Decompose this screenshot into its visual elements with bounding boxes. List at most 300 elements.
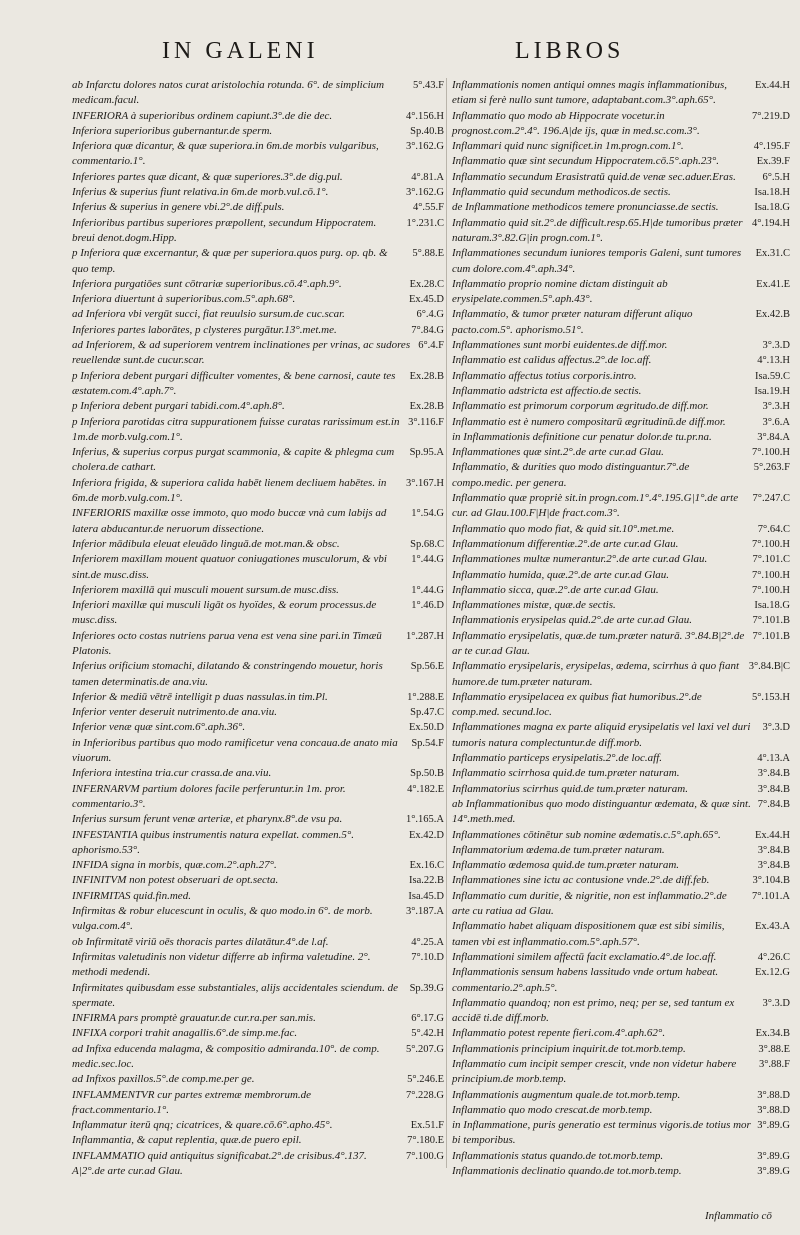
- entry-text: Inflammantia, & caput replentia, quæ.de puero epil.: [72, 1134, 302, 1147]
- index-entry: [72, 782, 444, 813]
- entry-text: Inflammationum differentiæ.2°.de arte cur.ad Glau.: [452, 537, 679, 550]
- index-entry: [452, 154, 790, 169]
- entry-reference: 3°.116.F: [408, 416, 444, 428]
- entry-text: p Inferiora parotidas citra suppurationem fuisse curatas rarissimum est.in 1m.de morb.vulg.com.1°.: [72, 415, 400, 443]
- index-entry: [72, 904, 444, 935]
- entry-reference: Isa.45.D: [408, 890, 444, 902]
- index-entry: [452, 613, 790, 628]
- index-entry: [452, 246, 790, 277]
- entry-reference: 7°.100.H: [751, 538, 790, 550]
- entry-text: Inflammatio est calidus affectus.2°.de loc.aff.: [452, 354, 652, 367]
- entry-reference: Isa.19.H: [754, 385, 790, 397]
- entry-reference: 3°.84.B: [757, 844, 790, 856]
- entry-text: Inflammationes sunt morbi euidentes.de diff.mor.: [452, 339, 668, 352]
- entry-text: Inflammationis nomen antiqui omnes magis inflammationibus, etiam si ferè nullo sunt tumore, adaptabant.com.3°.aph.65°.: [452, 79, 727, 107]
- entry-reference: 5°.246.E: [407, 1074, 444, 1086]
- entry-reference: 7°.100.H: [751, 447, 790, 459]
- index-entry: [452, 720, 790, 751]
- index-entry: [72, 506, 444, 537]
- entry-reference: 7°.219.D: [751, 110, 790, 122]
- entry-reference: 1°.165.A: [405, 814, 444, 826]
- entry-text: in Inflammationis definitione cur penatur dolor.de tu.pr.na.: [452, 430, 712, 443]
- index-entry: [72, 139, 444, 170]
- entry-text: INFERIORIS maxillæ osse immoto, quo modo buccæ vnà cum labijs ad latera abducantur.de neruorum dissectione.: [72, 507, 387, 535]
- index-entry: [72, 828, 444, 859]
- entry-reference: Ex.44.H: [755, 80, 790, 91]
- entry-reference: 3°.89.G: [757, 1150, 790, 1162]
- index-entry: [452, 889, 790, 920]
- index-entry: [452, 568, 790, 583]
- index-entry: [72, 858, 444, 873]
- entry-text: Inflammatio cum incipit semper crescit, vnde non videtur habere principium.de morb.temp.: [452, 1058, 737, 1086]
- header-left: IN GALENI: [162, 38, 319, 64]
- entry-reference: Sp.47.C: [410, 707, 444, 719]
- entry-reference: 7°.10.D: [411, 951, 444, 963]
- entry-text: Inflammationes sine ictu ac contusione vnde.2°.de diff.feb.: [452, 874, 710, 887]
- index-entry: [72, 1042, 444, 1073]
- entry-reference: 1°.287.H: [405, 630, 444, 642]
- entry-text: Inflammatio proprio nomine dictam distinguit ab erysipelate.commen.5°.aph.43°.: [452, 277, 668, 306]
- index-entry: [72, 736, 444, 767]
- entry-text: Inflammatio particeps erysipelatis.2°.de loc.aff.: [452, 752, 663, 765]
- entry-text: Inferius sursum ferunt venæ arteriæ, et pharynx.8°.de vsu pa.: [72, 813, 343, 826]
- index-entry: [452, 965, 790, 996]
- index-entry: [72, 323, 444, 338]
- entry-text: Inferior mādibula eleuat eleuādo linguā.de mot.man.& obsc.: [72, 537, 340, 550]
- index-entry: [72, 766, 444, 781]
- entry-reference: 3°.104.B: [752, 875, 790, 887]
- entry-reference: 3°.3.D: [762, 997, 790, 1009]
- entry-reference: Sp.39.G: [409, 982, 444, 994]
- index-entry: [452, 415, 790, 430]
- index-entry: [452, 828, 790, 843]
- entry-reference: 4°.194.H: [751, 217, 790, 229]
- entry-reference: 6°.5.H: [762, 171, 790, 183]
- entry-text: in Inferioribus partibus quo modo ramificetur vena concaua.de anato mia viuorum.: [72, 736, 398, 765]
- index-entry: [72, 629, 444, 660]
- index-entry: [452, 1149, 790, 1164]
- entry-text: Inferiora quæ dicantur, & quæ superiora.in 6m.de morbis vulgaribus, commentario.1°.: [72, 140, 379, 168]
- entry-text: Inferius orificium stomachi, dilatando & constringendo mouetur, horis tamen determinatis.de ana.viu.: [72, 660, 383, 688]
- entry-text: Inferiora superioribus gubernantur.de sperm.: [72, 124, 273, 137]
- entry-text: Inflammatio est primorum corporum ægritudo.de diff.mor.: [452, 400, 709, 413]
- entry-reference: 7°.64.C: [757, 523, 790, 535]
- entry-reference: 5°.43.F: [412, 80, 444, 91]
- entry-text: de Inflammatione methodicos temere pronunciasse.de sectis.: [452, 201, 719, 214]
- entry-reference: Isa.22.B: [409, 875, 444, 887]
- entry-reference: 7°.100.H: [751, 584, 790, 596]
- index-entry: [452, 185, 790, 200]
- index-entry: [452, 430, 790, 445]
- entry-text: Inferius & superius in genere vbi.2°.de diff.puls.: [72, 201, 285, 214]
- entry-text: Inflammationis declinatio quando.de tot.morb.temp.: [452, 1165, 682, 1178]
- index-entry: [72, 124, 444, 139]
- entry-reference: 3°.3.D: [762, 722, 790, 734]
- entry-reference: 5°.88.E: [412, 248, 444, 260]
- entry-reference: 3°.88.D: [757, 1089, 790, 1101]
- entry-text: Inferiores octo costas nutriens parua vena est vena sine pari.in Timæū Platonis.: [72, 629, 382, 657]
- index-entry: [452, 797, 790, 828]
- entry-text: Inferioribus partibus superiores præpollent, secundum Hippocratem. breui denot.dogm.Hipp.: [72, 216, 377, 244]
- index-entry: [72, 950, 444, 981]
- index-entry: [452, 78, 790, 109]
- entry-reference: 7°.84.B: [757, 798, 790, 810]
- index-entry: [72, 476, 444, 507]
- index-entry: [72, 277, 444, 292]
- entry-reference: 7°.247.C: [752, 493, 790, 505]
- entry-reference: Ex.51.F: [410, 1120, 444, 1132]
- index-entry: [72, 935, 444, 950]
- entry-text: Inflammatio scirrhosa quid.de tum.præter naturam.: [452, 767, 680, 780]
- entry-reference: 4°.13.A: [757, 753, 790, 765]
- entry-reference: 3°.3.D: [762, 340, 790, 352]
- entry-reference: 7°.84.G: [411, 324, 444, 336]
- entry-text: Infirmitas valetudinis non videtur differre ab infirma valetudine. 2°. methodi medendi.: [72, 950, 371, 979]
- entry-reference: 3°.84.B|C: [748, 661, 790, 673]
- entry-text: Inferior & mediū vētrē intelligit p duas nassulas.in tim.Pl.: [72, 690, 328, 703]
- entry-reference: Sp.50.B: [410, 768, 444, 780]
- entry-reference: 3°.89.G: [757, 1120, 790, 1132]
- index-entry: [452, 950, 790, 965]
- entry-text: in Inflammatione, puris generatio est terminus vigoris.de totius mor bi temporibus.: [452, 1119, 751, 1147]
- entry-reference: 7°.101.B: [752, 615, 790, 627]
- entry-text: Inferiora frigida, & superiora calida habēt lienem decliuem habētes. in 6m.de morb.vulg.com.1°.: [72, 476, 387, 505]
- index-entry: [452, 782, 790, 797]
- entry-text: INFINITVM non potest obseruari de opt.secta.: [72, 874, 279, 887]
- index-entry: [452, 353, 790, 368]
- entry-text: Inflammatio quid sit.2°.de difficult.resp.65.H|de tumoribus præter naturam.3°.82.G|in progn.com.1°.: [452, 216, 743, 244]
- index-entry: [452, 522, 790, 537]
- entry-reference: 3°.162.G: [405, 141, 444, 153]
- index-entry: [452, 307, 790, 338]
- entry-text: Inferiora purgatiōes sunt cōtrariæ superioribus.cō.4°.aph.9°.: [72, 277, 342, 290]
- entry-text: Inflammatio affectus totius corporis.intro.: [452, 369, 637, 382]
- entry-text: Inflammatorius scirrhus quid.de tum.præter naturam.: [452, 782, 689, 795]
- entry-text: Inferiora diuertunt à superioribus.com.5°.aph.68°.: [72, 293, 296, 306]
- column-divider: [446, 78, 447, 1168]
- index-entry: [72, 307, 444, 322]
- entry-text: Inferiorem maxillam mouent quatuor coniugationes musculorum, & vbi sint.de musc.diss.: [72, 553, 387, 581]
- entry-reference: Ex.41.E: [756, 278, 790, 290]
- index-entry: [452, 216, 790, 247]
- index-entry: [72, 200, 444, 215]
- entry-reference: 5°.263.F: [753, 462, 790, 474]
- entry-reference: Ex.12.G: [755, 967, 790, 979]
- index-entry: [452, 766, 790, 781]
- entry-reference: Ex.28.B: [409, 370, 444, 382]
- index-entry: [452, 690, 790, 721]
- entry-text: ad Inferiorem, & ad superiorem ventrem inclinationes per vrinas, ac sudores reuellendæ sunt.de cucur.scar.: [72, 339, 411, 367]
- entry-reference: 7°.100.G: [405, 1150, 444, 1162]
- entry-reference: 3°.187.A: [405, 906, 444, 918]
- entry-reference: Ex.31.C: [755, 248, 790, 260]
- entry-text: Inflammatio quo modo crescat.de morb.temp.: [452, 1103, 653, 1116]
- entry-text: Inflammationis erysipelas quid.2°.de arte cur.ad Glau.: [452, 614, 692, 627]
- entry-reference: Ex.42.B: [755, 309, 790, 321]
- entry-text: Inflammationes magna ex parte aliquid erysipelatis vel laxi vel duri tumoris natura complectuntur.de diff.morb.: [452, 721, 751, 749]
- entry-reference: Ex.50.D: [409, 722, 444, 734]
- entry-reference: 4°.195.F: [753, 141, 790, 153]
- index-entry: [452, 338, 790, 353]
- entry-reference: 4°.13.H: [757, 355, 790, 367]
- index-entry: [72, 1011, 444, 1026]
- entry-text: Inferius & superius fiunt relativa.in 6m.de morb.vul.cō.1°.: [72, 186, 329, 199]
- entry-reference: 3°.6.A: [762, 416, 790, 428]
- entry-text: Inflammatorium œdema.de tum.præter naturam.: [452, 843, 665, 856]
- entry-text: INFLAMMATIO quid antiquitus significabat.2°.de crisibus.4°.137. A|2°.de arte cur.ad Glau.: [72, 1149, 367, 1178]
- entry-text: Inflammationes quæ sint.2°.de arte cur.ad Glau.: [452, 446, 664, 459]
- entry-text: INFIRMITAS quid.fin.med.: [72, 889, 191, 902]
- entry-reference: Isa.18.G: [754, 600, 790, 612]
- entry-text: Inflammatio quæ propriè sit.in progn.com.1°.4°.195.G|1°.de arte cur. ad Glau.100.F|H|de fract.com.3°.: [452, 492, 739, 520]
- index-entry: [72, 246, 444, 277]
- entry-text: Inflammationi similem affectū facit exclamatio.4°.de loc.aff.: [452, 950, 717, 963]
- entry-reference: Ex.42.D: [409, 829, 444, 841]
- entry-reference: 3°.84.A: [757, 431, 790, 443]
- index-entry: [72, 812, 444, 827]
- entry-reference: Ex.28.B: [409, 401, 444, 413]
- index-entry: [452, 1164, 790, 1179]
- entry-reference: 7°.101.B: [752, 630, 790, 642]
- entry-text: Inflammatio erysipelatis, quæ.de tum.præter naturā. 3°.84.B|2°.de ar te cur.ad Glau.: [452, 629, 745, 657]
- entry-reference: 5°.207.G: [405, 1043, 444, 1055]
- entry-reference: Isa.18.G: [754, 202, 790, 214]
- entry-text: Inflammatio potest repente fieri.com.4°.aph.62°.: [452, 1027, 666, 1040]
- entry-text: Inflammationis principium inquirit.de tot.morb.temp.: [452, 1042, 686, 1055]
- entry-reference: Sp.40.B: [410, 125, 444, 137]
- entry-reference: 3°.88.D: [757, 1104, 790, 1116]
- index-entry: [72, 583, 444, 598]
- index-entry: [72, 415, 444, 446]
- entry-reference: 5°.153.H: [751, 691, 790, 703]
- entry-text: Inferior venæ quæ sint.com.6°.aph.36°.: [72, 721, 246, 734]
- entry-text: INFERNARVM partium dolores facile perferuntur.in 1m. pror. commentario.3°.: [72, 782, 346, 810]
- entry-text: Inflammationes multæ numerantur.2°.de arte cur.ad Glau.: [452, 553, 708, 566]
- entry-text: INFIDA signa in morbis, quæ.com.2°.aph.27°.: [72, 859, 277, 872]
- entry-text: Inferius, & superius corpus purgat scammonia, & capite & phlegma cum cholera.de cathart.: [72, 446, 395, 474]
- index-entry: [452, 399, 790, 414]
- entry-text: ad Infixa educenda malagma, & compositio admiranda.10°. de comp. medic.sec.loc.: [72, 1042, 380, 1070]
- entry-text: Inflammatio cum duritie, & nigritie, non est inflammatio.2°.de arte cu ratiua ad Glau.: [452, 889, 727, 918]
- entry-text: Inflammatio erysipelaris, erysipelas, œdema, scirrhus à quo fiant humore.de tum.præter naturam.: [452, 660, 740, 688]
- entry-reference: 1°.44.G: [411, 584, 444, 596]
- index-entry: [452, 1057, 790, 1088]
- entry-text: Inflammationis augmentum quale.de tot.morb.temp.: [452, 1088, 681, 1101]
- index-entry: [72, 705, 444, 720]
- entry-reference: 6°.4.G: [416, 309, 444, 321]
- index-entry: [452, 843, 790, 858]
- index-entry: [452, 598, 790, 613]
- entry-reference: 3°.88.F: [758, 1059, 790, 1070]
- index-entry: [72, 170, 444, 185]
- entry-text: Inflammatio sicca, quæ.2°.de arte cur.ad Glau.: [452, 583, 659, 596]
- entry-text: Inflammationis sensum habens lassitudo vnde ortum habeat. commentario.2°.aph.5°.: [452, 966, 719, 994]
- index-entry: [72, 1088, 444, 1119]
- entry-text: Inferiorem maxillā qui musculi mouent sursum.de musc.diss.: [72, 583, 339, 596]
- index-entry: [452, 537, 790, 552]
- index-entry: [72, 399, 444, 414]
- entry-reference: 1°.46.D: [411, 600, 444, 612]
- entry-text: Inferiores partes laborātes, p clysteres purgātur.13°.met.me.: [72, 323, 337, 336]
- left-column: [72, 78, 444, 1179]
- entry-reference: Ex.34.B: [755, 1028, 790, 1040]
- entry-reference: 4°.26.C: [757, 951, 790, 963]
- entry-reference: Sp.95.A: [409, 447, 444, 459]
- index-entry: [452, 1088, 790, 1103]
- entry-text: Inflammationis status quando.de tot.morb.temp.: [452, 1149, 664, 1162]
- entry-reference: 3°.84.B: [757, 860, 790, 872]
- entry-reference: 1°.288.E: [407, 691, 444, 703]
- entry-text: Inflammatio habet aliquam dispositionem quæ est sibi similis, tamen vbi est inflammatio.com.5°.aph.57°.: [452, 920, 725, 948]
- catchword: Inflammatio cō: [705, 1210, 772, 1222]
- entry-reference: 4°.81.A: [411, 171, 444, 183]
- entry-reference: 1°.231.C: [406, 217, 444, 229]
- entry-reference: Ex.45.D: [409, 294, 444, 306]
- entry-text: Inflammatio quo modo fiat, & quid sit.10°.met.me.: [452, 522, 675, 535]
- entry-reference: Sp.68.C: [410, 538, 444, 550]
- entry-reference: Ex.43.A: [755, 921, 790, 933]
- entry-reference: 7°.180.E: [407, 1135, 444, 1147]
- entry-reference: 4°.25.A: [411, 936, 444, 948]
- entry-reference: 4°.156.H: [405, 110, 444, 122]
- header-right: LIBROS: [515, 38, 625, 64]
- entry-text: Inflammatio erysipelacea ex quibus fiat humoribus.2°.de comp.med. secund.loc.: [452, 690, 702, 719]
- index-entry: [72, 552, 444, 583]
- index-entry: [72, 1026, 444, 1041]
- index-entry: [452, 1118, 790, 1149]
- entry-text: ab Infarctu dolores natos curat aristolochia rotunda. 6°. de simplicium medicam.facul.: [72, 79, 385, 107]
- index-entry: [72, 659, 444, 690]
- index-entry: [452, 873, 790, 888]
- index-entry: [452, 1103, 790, 1118]
- entry-text: Infirmitates quibusdam esse substantiales, alijs accidentales sciendum. de spermate.: [72, 981, 398, 1009]
- entry-reference: Ex.44.H: [755, 829, 790, 841]
- index-entry: [452, 1026, 790, 1041]
- entry-reference: 4°.55.F: [412, 202, 444, 214]
- index-entry: [72, 338, 444, 369]
- entry-text: ad Infixos paxillos.5°.de comp.me.per ge.: [72, 1073, 255, 1086]
- index-entry: [72, 873, 444, 888]
- entry-reference: 7°.100.H: [751, 569, 790, 581]
- index-entry: [452, 919, 790, 950]
- entry-reference: 7°.228.G: [405, 1089, 444, 1101]
- entry-reference: Sp.54.F: [411, 737, 444, 749]
- entry-reference: 1°.54.G: [411, 508, 444, 520]
- index-entry: [452, 384, 790, 399]
- entry-text: Inflammatio, & durities quo modo distinguantur.7°.de compo.medic. per genera.: [452, 461, 690, 489]
- index-entry: [72, 109, 444, 124]
- index-entry: [452, 170, 790, 185]
- entry-text: ob Infirmitatē viriū oēs thoracis partes dilatātur.4°.de l.af.: [72, 935, 329, 948]
- entry-text: Inflammatio humida, quæ.2°.de arte cur.ad Glau.: [452, 568, 670, 581]
- entry-text: INFERIORA à superioribus ordinem capiunt.3°.de die dec.: [72, 109, 333, 122]
- entry-text: p Inferiora debent purgari tabidi.com.4°.aph.8°.: [72, 400, 285, 413]
- entry-text: Inferior venter deseruit nutrimento.de ana.viu.: [72, 706, 277, 719]
- entry-text: Inflammatio adstricta est affectio.de sectis.: [452, 384, 642, 397]
- entry-text: Inflammationes mistæ, quæ.de sectis.: [452, 599, 616, 612]
- entry-reference: 3°.84.B: [757, 768, 790, 780]
- index-entry: [72, 369, 444, 400]
- entry-reference: Isa.18.H: [754, 187, 790, 199]
- index-entry: [452, 858, 790, 873]
- index-entry: [452, 445, 790, 460]
- right-column: [452, 78, 790, 1179]
- index-entry: [452, 996, 790, 1027]
- running-header: [0, 38, 800, 70]
- entry-text: ad Inferiora vbi vergūt succi, fiat reuulsio sursum.de cuc.scar.: [72, 308, 345, 321]
- entry-text: Inflammatio secundum Erasistratū quid.de venæ sec.aduer.Eras.: [452, 170, 736, 183]
- entry-reference: Sp.56.E: [410, 661, 444, 673]
- entry-reference: 3°.84.B: [757, 783, 790, 795]
- entry-reference: 7°.101.C: [752, 554, 790, 566]
- index-entry: [72, 598, 444, 629]
- entry-reference: 7°.101.A: [751, 890, 790, 902]
- entry-text: INFIXA corpori trahit anagallis.6°.de simp.me.fac.: [72, 1027, 298, 1040]
- index-entry: [452, 460, 790, 491]
- entry-reference: Ex.39.F: [756, 156, 790, 168]
- index-entry: [72, 1072, 444, 1087]
- entry-text: Inflammatur iterū qnq; cicatrices, & quare.cō.6°.apho.45°.: [72, 1119, 333, 1132]
- index-entry: [452, 552, 790, 567]
- index-entry: [72, 1133, 444, 1148]
- entry-reference: Ex.28.C: [409, 278, 444, 290]
- entry-reference: 1°.44.G: [411, 554, 444, 566]
- entry-text: p Inferiora debent purgari difficulter vomentes, & bene carnosi, caute tes æstatem.com.4°.aph.7°.: [72, 369, 396, 397]
- entry-text: Inflammatio est è numero compositarū ægritudinū.de diff.mor.: [452, 415, 726, 428]
- entry-text: Inflammatio œdemosa quid.de tum.præter naturam.: [452, 859, 680, 872]
- entry-reference: 3°.167.H: [405, 477, 444, 489]
- index-entry: [72, 690, 444, 705]
- entry-text: Inferiores partes quæ dicant, & quæ superiores.3°.de dig.pul.: [72, 170, 343, 183]
- index-entry: [452, 139, 790, 154]
- index-entry: [452, 629, 790, 660]
- entry-text: Inflammationes cōtinētur sub nomine œdematis.c.5°.aph.65°.: [452, 828, 721, 841]
- index-entry: [452, 277, 790, 308]
- index-entry: [72, 445, 444, 476]
- index-entry: [72, 292, 444, 307]
- index-entry: [72, 889, 444, 904]
- index-entry: [452, 751, 790, 766]
- entry-reference: 6°.17.G: [411, 1013, 444, 1025]
- entry-text: INFIRMA pars promptè grauatur.de cur.ra.per san.mis.: [72, 1012, 316, 1025]
- entry-text: Inflammationes secundum iuniores temporis Galeni, sunt tumores cum dolore.com.4°.aph.34°.: [452, 247, 742, 275]
- entry-reference: 6°.4.F: [418, 340, 444, 352]
- entry-text: Inferiori maxillæ qui musculi ligāt os hyoïdes, & eorum processus.de musc.diss.: [72, 599, 377, 627]
- index-entry: [452, 659, 790, 690]
- entry-text: Inflammatio quandoq; non est primo, neq; per se, sed tantum ex accidē ti.de diff.morb.: [452, 996, 735, 1025]
- entry-reference: Isa.59.C: [755, 370, 790, 382]
- entry-text: Inflammatio quid secundum methodicos.de sectis.: [452, 186, 671, 199]
- index-entry: [72, 1118, 444, 1133]
- entry-text: Inferiora intestina tria.cur crassa.de ana.viu.: [72, 767, 272, 780]
- entry-reference: Ex.16.C: [409, 860, 444, 872]
- entry-reference: 4°.182.E: [407, 783, 444, 795]
- entry-text: Inflammatio quæ sint secundum Hippocratem.cō.5°.aph.23°.: [452, 155, 719, 168]
- index-entry: [452, 369, 790, 384]
- entry-reference: 5°.42.H: [411, 1028, 444, 1040]
- index-entry: [72, 216, 444, 247]
- index-entry: [452, 109, 790, 140]
- entry-text: p Inferiora quæ excernantur, & quæ per superiora.quos purg. op. qb. & quo temp.: [72, 247, 388, 275]
- entry-reference: 3°.88.E: [758, 1043, 790, 1055]
- entry-text: Infirmitas & robur elucescunt in oculis, & quo modo.in 6°. de morb. vulga.com.4°.: [72, 905, 373, 933]
- entry-text: Inflammari quid nunc significet.in 1m.progn.com.1°.: [452, 140, 684, 153]
- index-entry: [72, 537, 444, 552]
- index-entry: [452, 491, 790, 522]
- index-entry: [72, 981, 444, 1012]
- entry-text: Inflammatio, & tumor præter naturam differunt aliquo pacto.com.5°. aphorismo.51°.: [452, 308, 693, 336]
- index-entry: [72, 78, 444, 109]
